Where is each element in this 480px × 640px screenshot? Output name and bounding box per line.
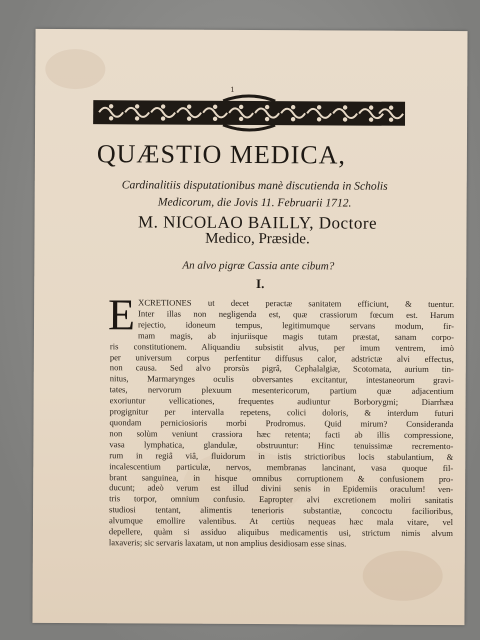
subtitle-line: Cardinalitiis disputationibus manè discutienda in Scholis bbox=[121, 178, 388, 193]
document-title: QUÆSTIO MEDICA, bbox=[96, 139, 346, 170]
body-line: Inter illas non negligenda est, quæ crassiorum fœcum est. Harum bbox=[138, 308, 455, 320]
document-page bbox=[32, 29, 467, 625]
body-line: studiosi tentant, alimentis tenerioris substantiæ, concoctu facilioribus, bbox=[109, 504, 454, 517]
body-line: exoriuntur vellicationes, frequentes audiuntur Borborygmi; Diarrhæa bbox=[109, 395, 454, 408]
presider-name: M. NICOLAO BAILLY, Doctore bbox=[137, 212, 378, 233]
body-line: mam magis, ab injuriisque magis tutam præstat, sanam corpo- bbox=[137, 330, 454, 342]
body-line: non causa. Sed alvo prorsùs pigrâ, Cephalalgiæ, Scotomata, aurium tin- bbox=[109, 362, 454, 375]
thesis-question: An alvo pigræ Cassia ante cibum? bbox=[182, 259, 335, 273]
body-line: tates, nervorum plexuum mesentericorum, partium quæ adjacentium bbox=[109, 384, 454, 397]
body-line: rum in regiâ viâ, fluidorum in istis strictioribus locis stabulantium, & bbox=[109, 449, 454, 462]
body-line: nitus, Marmarynges oculis obversantes excitantur, intestaneorum gravi- bbox=[109, 373, 454, 386]
body-line: ris constitutionem. Aliquandiu subsistit alvus, per imum ventrem, imò bbox=[109, 340, 454, 353]
subtitle-line: Medicorum, die Jovis 11. Februarii 1712. bbox=[157, 195, 352, 210]
page-mark: 1 bbox=[230, 85, 235, 94]
body-line: alvumque emollire valentibus. At certiùs nequeas hæc mala vitare, vel bbox=[108, 515, 454, 528]
paper-stain bbox=[45, 49, 105, 89]
document-subtitle bbox=[85, 176, 425, 212]
ornamental-headband-icon bbox=[93, 92, 405, 134]
body-line: laxaveris; sic servaris laxatam, ut non amplius desidiosam esse sinas. bbox=[108, 537, 347, 549]
presider-block bbox=[82, 213, 432, 249]
body-line: quondam perniciosioris morbi Prodromus. Quid mirum? Consideranda bbox=[109, 417, 454, 430]
body-line: incalescentium particulæ, nervos, membranas lancinant, vasa quoque fil- bbox=[109, 460, 454, 473]
body-line: per universum corpus perfentitur diffusus calor, adstrictæ alvi effectus, bbox=[109, 351, 454, 364]
body-line: depellere, quàm si assiduo aliquibus medicamentis usi, strictum nimis alvum bbox=[108, 526, 453, 539]
body-line: rejectio, idoneum tempus, legitimumque servans modum, fir- bbox=[137, 319, 455, 331]
body-line: tris torpor, omnium confusio. Eapropter alvi excretionem moliri sanitatis bbox=[109, 493, 454, 506]
presider-role: Medico, Præside. bbox=[205, 230, 310, 248]
body-line: XCRETIONES ut decet peractæ sanitatem efficiunt, & tuentur. bbox=[138, 297, 455, 310]
body-line: progignitur per intervalla repetens, colici doloris, & interdum futuri bbox=[109, 406, 454, 419]
drop-capital: E bbox=[107, 290, 136, 340]
paper-stain bbox=[363, 551, 443, 601]
section-numeral: I. bbox=[256, 276, 265, 292]
body-line: vasa lymphatica, glandulæ, obstruuntur: Hinc tenuissimæ recremento- bbox=[109, 439, 454, 451]
body-line: brant sanguinea, in hisque omnibus corruptionem & confusionem pro- bbox=[109, 471, 454, 484]
body-line: ducunt; adeò verum est illud divini senis in Epidemiis oraculum! ven- bbox=[109, 482, 454, 495]
body-text bbox=[107, 290, 455, 550]
body-line: non solùm veniunt crassiora hæc retenta; facti ab illis compressione, bbox=[109, 428, 454, 440]
